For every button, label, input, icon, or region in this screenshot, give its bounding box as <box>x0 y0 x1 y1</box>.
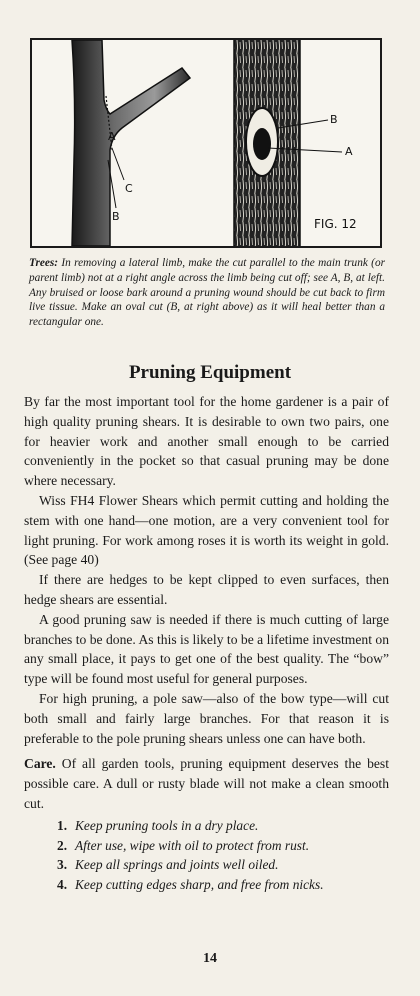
figure-label-right-a: A <box>345 145 353 158</box>
care-paragraph <box>24 754 389 813</box>
paragraph-hedge-shears: If there are hedges to be kept clipped to even surfaces, then hedge shears are essential. <box>24 572 389 607</box>
figure-label-right-b: B <box>330 113 338 126</box>
trunk-with-limb-drawing <box>72 40 190 246</box>
list-item: 1. Keep pruning tools in a dry place. <box>57 817 259 833</box>
list-item: 2. After use, wipe with oil to protect from rust. <box>57 837 310 853</box>
trunk-with-oval-cut-drawing <box>234 40 357 246</box>
section-heading: Pruning Equipment <box>128 362 292 383</box>
list-item: 3. Keep all springs and joints well oiled. <box>57 857 279 873</box>
care-tips-list <box>24 816 389 895</box>
paragraph-pruning-saw: A good pruning saw is needed if there is much cutting of large branches to be done. As this is likely to be a lifetime investment on any small place, it pays to get one of the best quality. The “bow” type will be found most useful for general purposes. <box>24 611 389 687</box>
list-item: 4. Keep cutting edges sharp, and free from nicks. <box>57 877 324 893</box>
caption-text: In removing a lateral limb, make the cut parallel to the main trunk (or parent limb) not at a right angle across the limb being cut off; see A, B, at left. Any bruised or loose bark around a pruning wound should be cut back to firm live tissue. Make an oval cut (B, at right above) as it will heal better than a rectangular one. <box>29 257 385 329</box>
figure-illustration <box>32 40 380 246</box>
figure-label-left-c: C <box>125 182 133 195</box>
care-text: Of all garden tools, pruning equipment deserves the best possible care. A dull or rusty blade will not make a clean smooth cut. <box>24 756 389 811</box>
body-text <box>24 392 389 895</box>
figure-number-label: FIG. 12 <box>314 217 357 231</box>
care-lead: Care. <box>24 756 56 772</box>
caption-lead: Trees: <box>29 257 59 269</box>
paragraph-pole-saw: For high pruning, a pole saw—also of the bow type—will cut both small and fairly large branches. For that reason it is preferable to the pole pruning shears unless one can have both. <box>24 690 389 746</box>
paragraph-flower-shears: Wiss FH4 Flower Shears which permit cutting and holding the stem with one hand—one motion, are a very convenient tool for light pruning. For work among roses it is worth its weight in gold. (See page 40) <box>24 492 389 568</box>
figure-label-left-a: A <box>108 130 116 143</box>
figure-label-left-b: B <box>112 210 120 223</box>
tree-pruning-figure <box>30 38 382 248</box>
paragraph-shears: By far the most important tool for the home gardener is a pair of high quality pruning shears. It is desirable to own two pairs, one for heavier work and another small enough to be carried conveniently in the pocket so that casual pruning may be done where necessary. <box>24 394 389 489</box>
figure-caption <box>29 256 385 330</box>
page-number: 14 <box>203 951 217 966</box>
